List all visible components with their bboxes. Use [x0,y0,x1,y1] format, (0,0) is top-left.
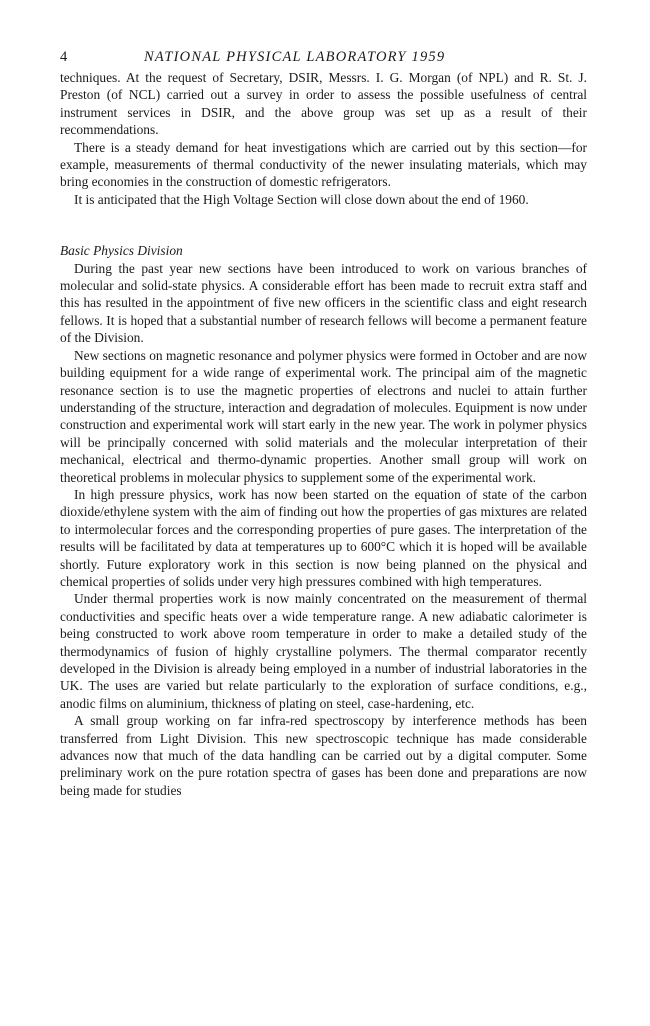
page-number: 4 [60,49,68,65]
body-paragraph-3: In high pressure physics, work has now been started on the equation of state of the carbon dioxide/ethylene system with the aim of finding out how the properties of gas mixtures are related to intermolecular forces and the corresponding properties of pure gases. The interpretation of the results will be facilitated by data at temperatures up to 600°C which it is hoped will be available shortly. Future exploratory work in this section is now being planned on the physical and chemical properties of solids under very high pressures combined with high temperatures. [60,486,587,589]
body-paragraph-4: Under thermal properties work is now mainly concentrated on the measurement of thermal conductivities and specific heats over a wide temperature range. A new adiabatic calorimeter is being constructed to work above room temperature in order to make a detailed study of the thermodynamics of fusion of highly crystalline polymers. The thermal comparator recently developed in the Division is already being employed in a number of industrial laboratories in the UK. The uses are varied but relate particularly to the exploration of surface conditions, e.g., anodic films on aluminium, thickness of plating on steel, case-hardening, etc. [60,591,587,711]
section-heading: Basic Physics Division [60,243,183,259]
running-head-title: NATIONAL PHYSICAL LABORATORY 1959 [144,49,446,65]
running-head [60,46,587,68]
body-paragraph-1: During the past year new sections have been introduced to work on various branches of molecular and solid-state physics. A considerable effort has been made to recruit extra staff and this has resulted in the appointment of five new officers in the scientific class and eight research fellows. It is hoped that a substantial number of research fellows will become a permanent feature of the Division. [60,260,587,346]
intro-paragraph-2: There is a steady demand for heat investigations which are carried out by this section—for example, measurements of thermal conductivity of the newer insulating materials, which may bring economies in the construction of domestic refrigerators. [60,139,587,190]
intro-paragraph-1: techniques. At the request of Secretary, DSIR, Messrs. I. G. Morgan (of NPL) and R. St. J. Preston (of NCL) carried out a survey in order to assess the possible usefulness of central instrument services in DSIR, and the above group was set up as a result of their recommendations. [60,70,587,138]
section-spacer [60,208,587,242]
body-paragraph-5: A small group working on far infra-red spectroscopy by interference methods has been transferred from Light Division. This new spectroscopic technique has made considerable advances now that much of the data handling can be carried out by a digital computer. Some preliminary work on the pure rotation spectra of gases has been done and preparations are now being made for studies [60,713,587,798]
body-paragraph-2: New sections on magnetic resonance and polymer physics were formed in October and are now building equipment for a wide range of experimental work. The principal aim of the magnetic resonance section is to use the magnetic properties of electrons and nuclei to attain further understanding of the structure, interaction and degradation of molecules. Equipment is now under construction and experimental work will start early in the new year. The work in polymer physics will be principally concerned with solid materials and the molecular interpretation of their mechanical, electrical and thermo-dynamic properties. Another small group will work on theoretical problems in molecular physics to supplement some of the experimental work. [60,347,587,485]
intro-paragraph-3: It is anticipated that the High Voltage Section will close down about the end of 1960. [74,191,529,207]
document-page [60,46,587,799]
